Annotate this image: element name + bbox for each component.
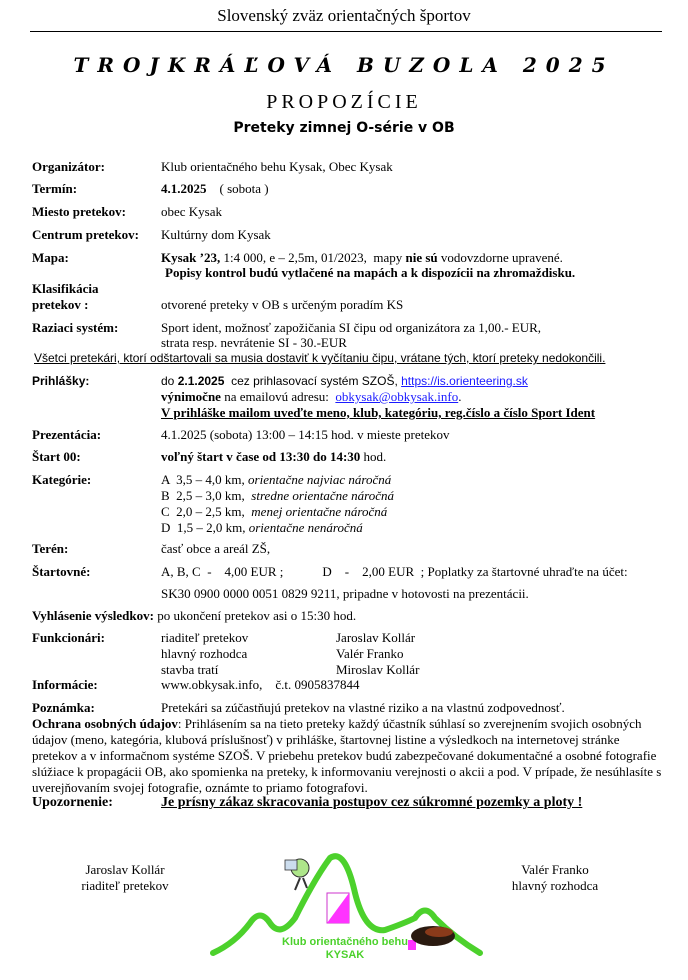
federation-header: Slovenský zväz orientačných športov xyxy=(217,6,471,25)
value-registration: 4.1.2025 (sobota) 13:00 – 14:15 hod. v mieste pretekov xyxy=(161,427,450,442)
label-categories: Kategórie: xyxy=(32,472,92,487)
label-class-1: Klasifikácia xyxy=(32,281,99,296)
label-start: Štart 00: xyxy=(32,449,81,464)
signature-referee xyxy=(500,862,610,894)
entries-pre: do xyxy=(161,374,178,388)
map-rest: vodovzdorne upravené. xyxy=(437,250,563,265)
label-warning: Upozornenie: xyxy=(32,795,113,810)
value-results: po ukončení pretekov asi o 15:30 hod. xyxy=(153,608,357,623)
entries-instructions: V prihláške mailom uveďte meno, klub, kategóriu, reg.číslo a číslo Sport Ident xyxy=(161,405,596,420)
official-name: Miroslav Kollár xyxy=(336,662,420,677)
category-desc: orientačne nenáročná xyxy=(248,520,363,535)
value-start xyxy=(161,449,386,465)
map-note: Popisy kontrol budú vytlačené na mapách a k dispozícii na zhromaždisku. xyxy=(165,265,576,280)
club-logo xyxy=(205,848,485,973)
subtitle: Preteky zimnej O-série v OB xyxy=(233,120,455,136)
category-desc: menej orientačne náročná xyxy=(251,504,388,519)
value-punching-2: strata resp. nevrátenie SI - 30.-EUR xyxy=(161,335,347,350)
readout-note: Všetci pretekári, ktorí odštartovali sa musia dostaviť k vyčítaniu čipu, vrátane tých, ktorí preteky nedokončili. xyxy=(34,351,606,365)
label-terrain: Terén: xyxy=(32,541,69,556)
category-desc: stredne orientačne náročná xyxy=(251,488,395,503)
label-entries: Prihlášky: xyxy=(32,374,90,388)
label-class-2: pretekov : xyxy=(32,297,89,312)
label-centre: Centrum pretekov: xyxy=(32,227,139,242)
privacy-text: : Prihlásením sa na tieto preteky každý účastník súhlasí so zverejnením svojich osobných údajov (meno, kategória, klubová príslušnosť) v prihláške, štartovnej listine a výsledkoch na internetovej stránke pretekov a v informačnom systéme SZOŠ. V priebehu pretekov budú zabezpečované dokumentačné a osobné fotografie slúžiace k propagácii OB, ako spomienka na preteky, k informovaniu verejnosti o akcii a pod. V prípade, že nesúhlasíte s uverejňovaním svojej fotografie, oznámte to priamo fotografovi. xyxy=(32,716,662,795)
privacy-paragraph xyxy=(32,716,662,796)
category-code: A 3,5 – 4,0 km, xyxy=(161,472,249,487)
value-entries-email: výnimočne na emailovú adresu: obkysak@obkysak.info. xyxy=(161,389,462,404)
results-row xyxy=(32,608,356,624)
signature-name: Valér Franko xyxy=(521,862,589,877)
signature-director xyxy=(70,862,180,894)
value-place: obec Kysak xyxy=(161,204,223,219)
label-punching: Raziaci systém: xyxy=(32,320,119,335)
date: 4.1.2025 xyxy=(161,181,207,196)
official-role: riaditeľ pretekov xyxy=(161,630,249,645)
label-registration: Prezentácia: xyxy=(32,427,102,442)
category-item xyxy=(161,488,394,504)
label-privacy: Ochrana osobných údajov xyxy=(32,716,178,731)
signature-name: Jaroslav Kollár xyxy=(85,862,165,877)
category-code: C 2,0 – 2,5 km, xyxy=(161,504,252,519)
value-terrain: časť obce a areál ZŠ, xyxy=(161,541,271,556)
orienteering-link[interactable]: https://is.orienteering.sk xyxy=(401,374,528,388)
label-organizer: Organizátor: xyxy=(32,159,105,174)
category-item xyxy=(161,504,387,520)
email-link[interactable]: obkysak@obkysak.info xyxy=(335,389,459,404)
official-name: Valér Franko xyxy=(336,646,404,661)
value-organizer: Klub orientačného behu Kysak, Obec Kysak xyxy=(161,159,393,174)
category-desc: orientačne najviac náročná xyxy=(248,472,392,487)
map-name: Kysak ’23, xyxy=(161,250,221,265)
category-item xyxy=(161,472,391,488)
category-item xyxy=(161,520,363,536)
category-code: D 1,5 – 2,0 km, xyxy=(161,520,249,535)
map-detail: 1:4 000, e – 2,5m, 01/2023, mapy xyxy=(220,250,406,265)
entries-deadline: 2.1.2025 xyxy=(177,374,225,388)
logo-line1: Klub orientačného behu xyxy=(282,936,408,948)
value-info: www.obkysak.info, č.t. 0905837844 xyxy=(161,677,360,692)
logo-text xyxy=(205,936,485,962)
value-punching-1: Sport ident, možnosť zapožičania SI čipu od organizátora za 1,00.- EUR, xyxy=(161,320,542,335)
official-role: hlavný rozhodca xyxy=(161,646,248,661)
header-divider xyxy=(30,31,662,32)
label-info: Informácie: xyxy=(32,677,98,692)
exceptionally: výnimočne xyxy=(161,389,221,404)
label-officials: Funkcionári: xyxy=(32,630,105,645)
email-pre: na emailovú adresu: xyxy=(220,389,336,404)
signature-role: riaditeľ pretekov xyxy=(81,878,169,893)
value-entries xyxy=(161,373,528,389)
value-warning: Je prísny zákaz skracovania postupov cez súkromné pozemky a ploty ! xyxy=(161,795,583,810)
logo-line2: KYSAK xyxy=(325,949,365,961)
doc-title: PROPOZÍCIE xyxy=(266,91,422,113)
label-note: Poznámka: xyxy=(32,700,95,715)
official-name: Jaroslav Kollár xyxy=(336,630,416,645)
official-role: stavba tratí xyxy=(161,662,219,677)
signature-role: hlavný rozhodca xyxy=(511,878,599,893)
label-results: Vyhlásenie výsledkov: xyxy=(32,608,154,623)
day: ( sobota ) xyxy=(219,181,269,196)
value-class: otvorené preteky v OB s určeným poradím KS xyxy=(161,297,404,312)
map-not: nie sú xyxy=(405,250,438,265)
start-time: voľný štart v čase od 13:30 do 14:30 xyxy=(161,449,361,464)
value-map xyxy=(161,250,563,266)
label-date: Termín: xyxy=(32,181,78,196)
value-fee-1: A, B, C - 4,00 EUR ; D - 2,00 EUR ; Poplatky za štartovné uhraďte na účet: xyxy=(161,564,628,579)
start-rest: hod. xyxy=(360,449,387,464)
label-map: Mapa: xyxy=(32,250,69,265)
category-code: B 2,5 – 3,0 km, xyxy=(161,488,252,503)
value-note: Pretekári sa zúčastňujú pretekov na vlastné riziko a na vlastnú zodpovednosť. xyxy=(161,700,565,715)
label-fee: Štartovné: xyxy=(32,564,91,579)
entries-mid: cez prihlasovací systém SZOŠ, xyxy=(224,374,402,388)
value-fee-2: SK30 0900 0000 0051 0829 9211, pripadne v hotovosti na prezentácii. xyxy=(161,586,529,601)
event-title: TROJKRÁĽOVÁ BUZOLA 2025 xyxy=(73,53,615,77)
value-centre: Kultúrny dom Kysak xyxy=(161,227,271,242)
value-date xyxy=(161,181,269,197)
label-place: Miesto pretekov: xyxy=(32,204,126,219)
